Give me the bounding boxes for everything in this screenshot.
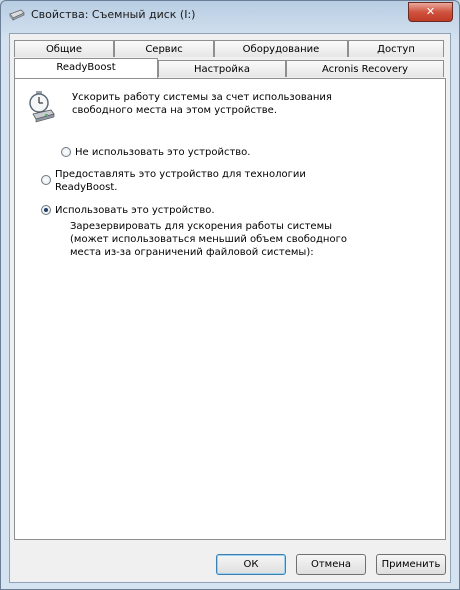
stopwatch-drive-icon (27, 91, 55, 123)
tab-readyboost[interactable]: ReadyBoost (14, 58, 158, 78)
radio-dont-use[interactable] (61, 147, 71, 157)
close-button[interactable]: ✕ (408, 2, 453, 22)
ok-button[interactable]: ОК (216, 554, 286, 575)
radio-dedicate-label-line1: Предоставлять это устройство для технологии (55, 169, 306, 180)
reserve-text-line1: Зарезервировать для ускорения работы системы (70, 221, 333, 232)
tab-sharing[interactable]: Доступ (348, 40, 444, 57)
radio-use-device-label: Использовать это устройство. (55, 205, 215, 216)
tab-customize[interactable]: Настройка (158, 60, 286, 77)
readyboost-panel (14, 78, 446, 540)
radio-dont-use-label: Не использовать это устройство. (75, 147, 251, 158)
radio-use-device[interactable] (41, 205, 51, 215)
dialog-body (9, 33, 451, 583)
tab-general[interactable]: Общие (14, 40, 114, 57)
tab-acronis-recovery[interactable]: Acronis Recovery (286, 60, 444, 77)
removable-drive-icon (9, 9, 25, 21)
radio-dedicate-label-line2: ReadyBoost. (55, 182, 118, 193)
window-title: Свойства: Съемный диск (I:) (31, 8, 196, 21)
intro-text-line1: Ускорить работу системы за счет использования (72, 92, 332, 103)
apply-button[interactable]: Применить (376, 554, 446, 575)
tab-tools[interactable]: Сервис (114, 40, 214, 57)
reserve-text-line3: места из-за ограничений файловой системы): (70, 247, 314, 258)
reserve-text-line2: (может использоваться меньший объем свободного (70, 234, 347, 245)
title-bar[interactable] (1, 1, 459, 29)
tab-hardware[interactable]: Оборудование (214, 40, 348, 57)
cancel-button[interactable]: Отмена (296, 554, 366, 575)
radio-dedicate[interactable] (41, 175, 51, 185)
intro-text-line2: свободного места на этом устройстве. (72, 105, 277, 116)
